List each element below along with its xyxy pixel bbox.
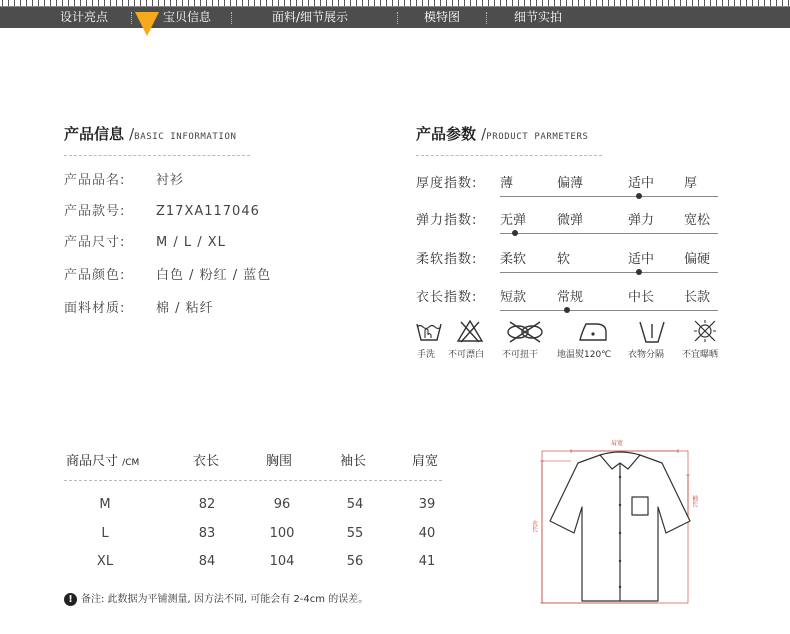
param-level-dot [636, 193, 642, 199]
param-level-dot [512, 230, 518, 236]
shoulder-label: 肩宽 [611, 440, 624, 447]
info-label: 产品款号: [64, 204, 126, 219]
care-label: 不可扭干 [502, 350, 539, 360]
param-option: 厚 [684, 176, 698, 191]
info-label: 产品品名: [64, 173, 126, 188]
size-col-header: 胸围 [266, 454, 293, 469]
care-label: 地温熨120℃ [557, 350, 612, 360]
info-label: 产品颜色: [64, 268, 126, 283]
measurement-note [64, 590, 368, 606]
length-label: 衣长 [530, 520, 538, 532]
param-option: 宽松 [684, 213, 711, 228]
info-label: 产品尺寸: [64, 235, 126, 250]
section-title-zh: 产品参数 [416, 125, 477, 143]
info-row-size [64, 231, 226, 250]
param-scale-line [500, 310, 718, 311]
nav-item-detail-photos[interactable]: 细节实拍 [514, 10, 563, 24]
param-option: 弹力 [628, 213, 655, 228]
sleeve-label: 袖长 [690, 495, 698, 507]
size-value: 100 [269, 526, 295, 541]
divider [416, 155, 602, 156]
size-value: 39 [418, 497, 436, 512]
param-option: 薄 [500, 176, 514, 191]
param-label: 弹力指数: [416, 213, 478, 228]
product-info-title: 产品信息 /BASIC INFORMATION [64, 125, 237, 143]
iron-low-icon [576, 318, 610, 344]
param-scale-line [500, 233, 718, 234]
section-title-zh: 产品信息 [64, 125, 125, 143]
no-wring-icon [503, 318, 547, 344]
info-row-color [64, 264, 271, 283]
size-value: 104 [269, 554, 295, 569]
size-value: 40 [418, 526, 436, 541]
info-value: 衬衫 [156, 173, 185, 188]
no-sun-icon [690, 318, 720, 344]
param-scale-line [500, 272, 718, 273]
product-params-title: 产品参数 /PRODUCT PARMETERS [416, 125, 589, 143]
active-nav-pointer [135, 12, 159, 36]
note-text: 备注: 此数据为平铺测量, 因方法不同, 可能会有 2-4cm 的误差。 [81, 594, 369, 605]
size-value: 55 [346, 526, 364, 541]
nav-separator [397, 12, 398, 24]
shirt-measurement-diagram [528, 435, 708, 610]
size-table-title-text: 商品尺寸 [66, 454, 119, 469]
top-nav [0, 7, 790, 28]
info-row-name [64, 169, 184, 188]
care-label: 不可漂白 [448, 350, 485, 360]
nav-item-product-info[interactable]: 宝贝信息 [163, 10, 212, 24]
size-value: 96 [273, 497, 291, 512]
info-label: 面料材质: [64, 301, 126, 316]
care-label: 不宜曝晒 [682, 350, 719, 360]
nav-item-model[interactable]: 模特图 [424, 10, 461, 24]
size-value: 84 [198, 554, 216, 569]
size-value: 83 [198, 526, 216, 541]
param-label: 柔软指数: [416, 252, 478, 267]
param-label: 衣长指数: [416, 290, 478, 305]
size-table-title [66, 450, 139, 469]
nav-separator [231, 12, 232, 24]
size-col-header: 肩宽 [412, 454, 439, 469]
param-option: 适中 [628, 252, 655, 267]
info-value: Z17XA117046 [156, 204, 260, 219]
param-option: 微弹 [557, 213, 584, 228]
nav-separator [486, 12, 487, 24]
size-table-unit: /CM [122, 458, 140, 468]
param-option: 适中 [628, 176, 655, 191]
table-divider [64, 480, 442, 481]
info-value: M / L / XL [156, 235, 226, 250]
size-col-header: 衣长 [193, 454, 220, 469]
section-title-en: PRODUCT PARMETERS [486, 132, 589, 142]
info-value: 棉 / 粘纤 [156, 301, 214, 316]
param-option: 软 [557, 252, 571, 267]
divider [64, 155, 250, 156]
info-row-material [64, 297, 214, 316]
param-option: 偏薄 [557, 176, 584, 191]
no-bleach-icon [455, 318, 485, 344]
size-label: L [101, 526, 109, 541]
param-option: 偏硬 [684, 252, 711, 267]
size-value: 82 [198, 497, 216, 512]
param-option: 中长 [628, 290, 655, 305]
separate-wash-icon [637, 318, 667, 344]
top-decoration [0, 0, 790, 7]
size-value: 56 [346, 554, 364, 569]
info-value: 白色 / 粉红 / 蓝色 [156, 268, 272, 283]
size-label: M [99, 497, 111, 512]
param-option: 柔软 [500, 252, 527, 267]
care-label: 衣物分隔 [628, 350, 665, 360]
nav-item-fabric-detail[interactable]: 面料/细节展示 [272, 10, 349, 24]
param-option: 短款 [500, 290, 527, 305]
size-value: 54 [346, 497, 364, 512]
info-row-style-no [64, 200, 260, 219]
size-label: XL [96, 554, 114, 569]
param-option: 常规 [557, 290, 584, 305]
warning-icon: ! [64, 593, 77, 606]
param-option: 长款 [684, 290, 711, 305]
nav-separator [131, 12, 132, 24]
section-title-en: BASIC INFORMATION [134, 132, 237, 142]
size-col-header: 袖长 [340, 454, 367, 469]
care-label: 手洗 [417, 350, 436, 360]
param-scale-line [500, 196, 718, 197]
param-level-dot [564, 307, 570, 313]
nav-item-design[interactable]: 设计亮点 [60, 10, 109, 24]
param-label: 厚度指数: [416, 176, 478, 191]
hand-wash-icon [414, 318, 444, 344]
param-level-dot [636, 269, 642, 275]
param-option: 无弹 [500, 213, 527, 228]
size-value: 41 [418, 554, 436, 569]
